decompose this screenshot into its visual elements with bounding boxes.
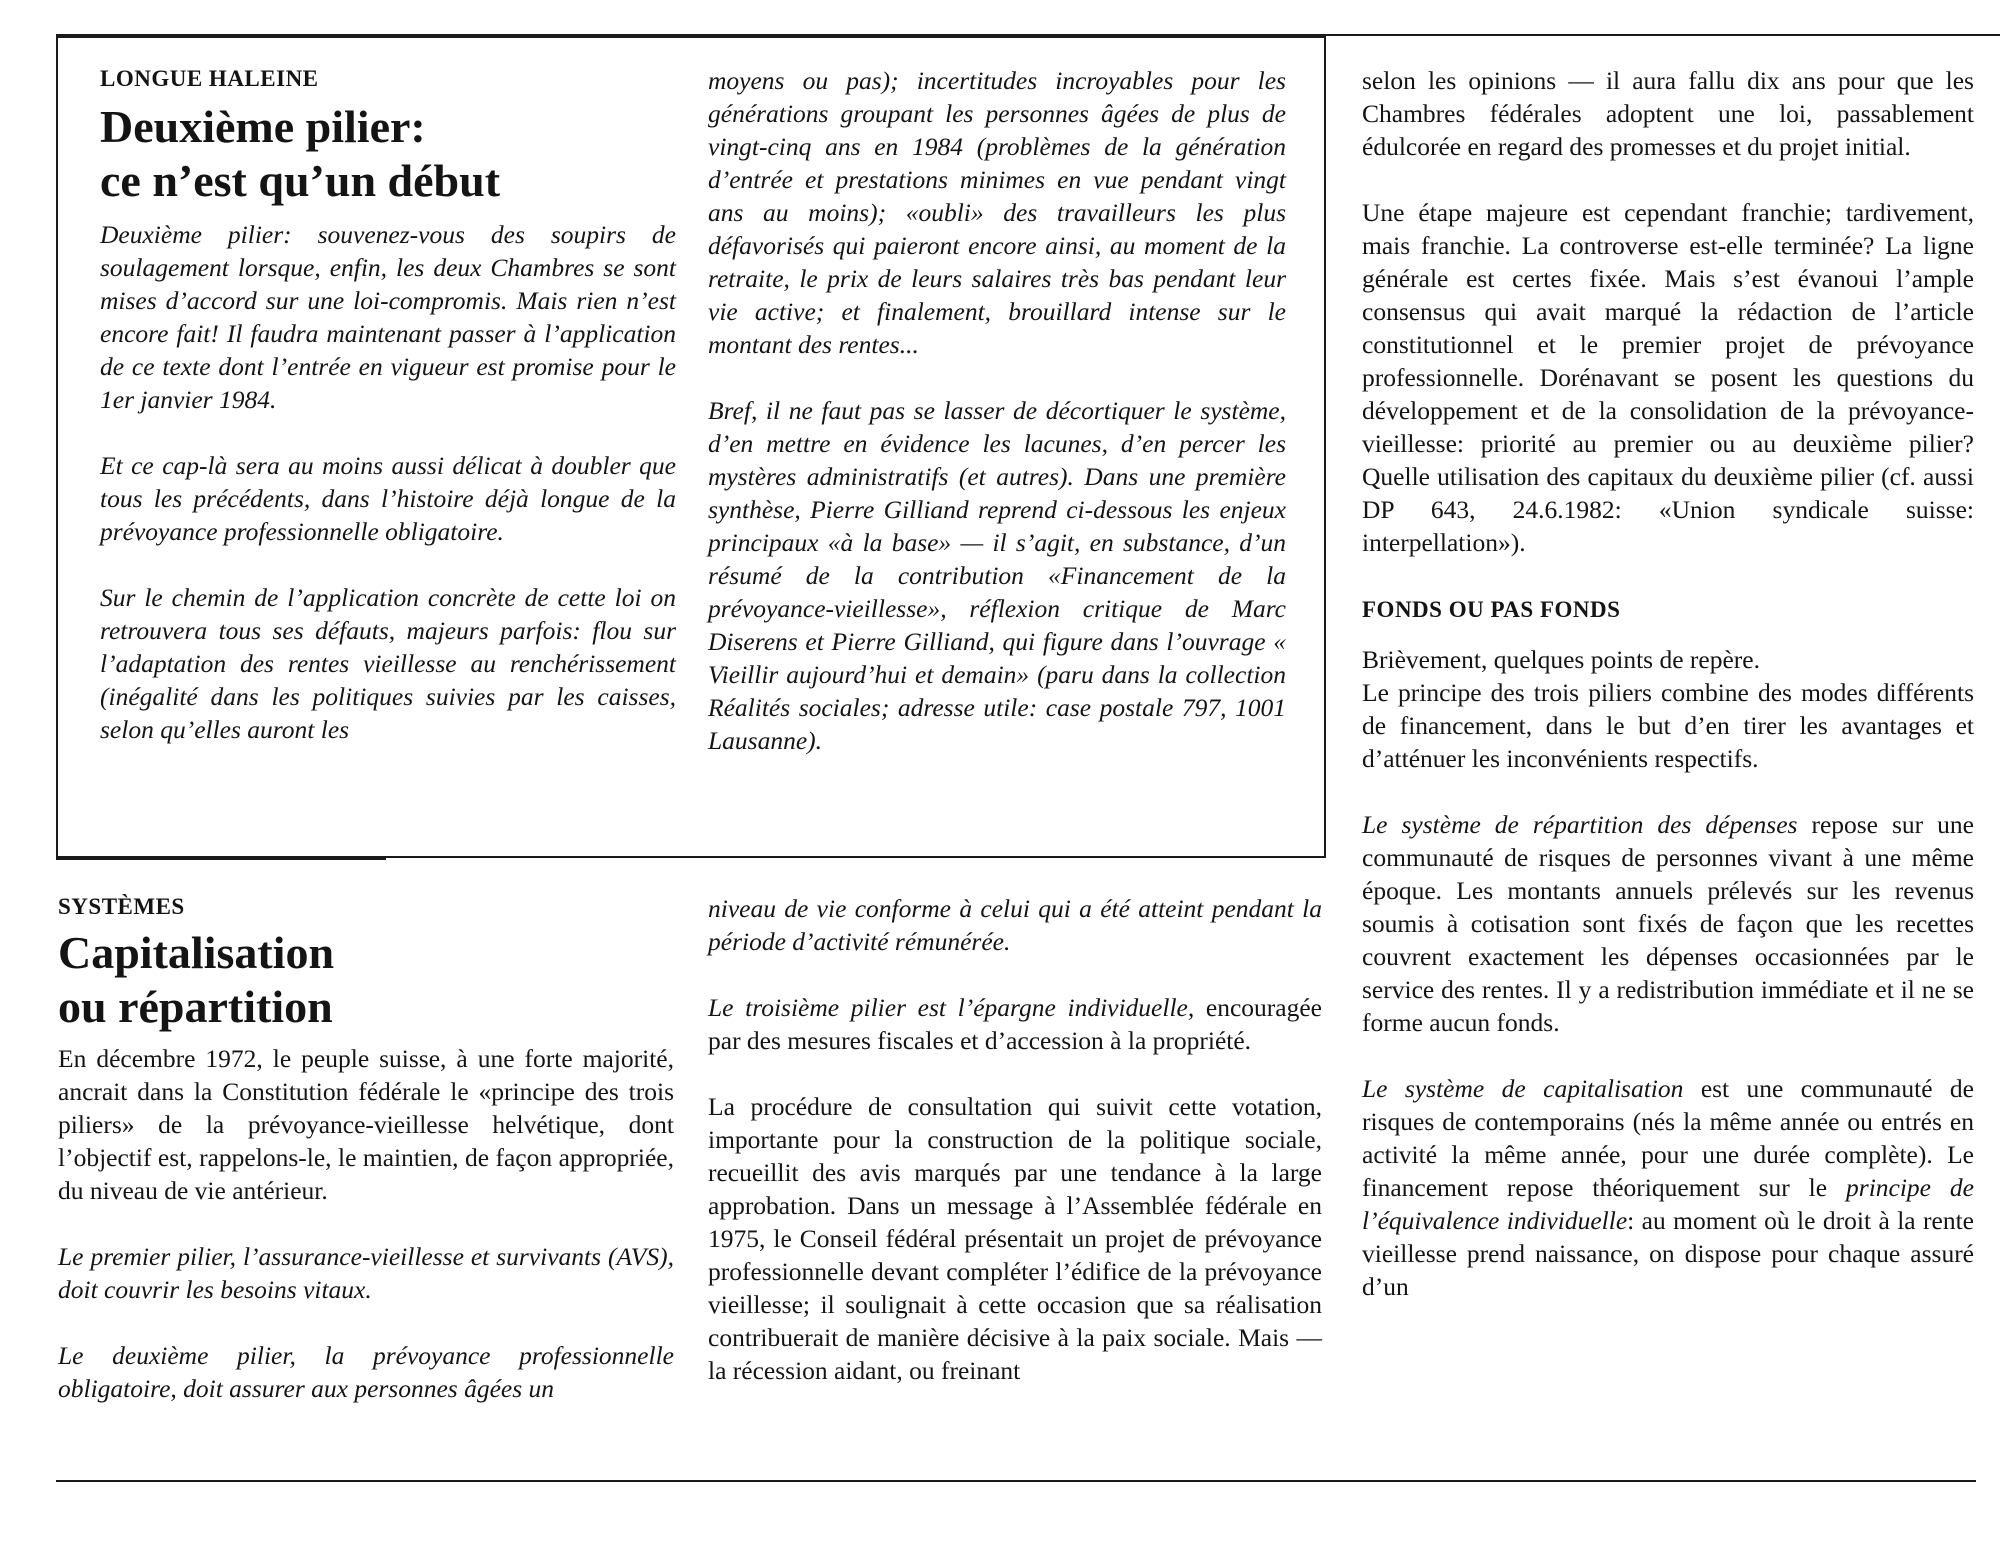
intro-paragraph: Sur le chemin de l’application concrète de cette loi on retrouvera tous ses défauts, majeurs parfois: flou sur l’adaptation des rentes vieillesse au renchérissement (inégalité dans les politiques suivies par les caisses, selon qu’elles auront les xyxy=(100,583,676,744)
intro-column-1 xyxy=(100,64,676,746)
bottom-rule xyxy=(56,1480,1976,1482)
article-paragraph: niveau de vie conforme à celui qui a été atteint pendant la période d’activité rémunérée. xyxy=(708,894,1322,956)
article-title-line2: ou répartition xyxy=(58,981,333,1032)
intro-column-2 xyxy=(708,64,1286,757)
article-paragraph xyxy=(1362,1072,1974,1303)
article-paragraph: selon les opinions — il aura fallu dix ans pour que les Chambres fédérales adoptent une loi, passablement édulcorée en regard des promesses et du projet initial. xyxy=(1362,66,1974,161)
article-paragraph: Le premier pilier, l’assurance-vieillesse et survivants (AVS), doit couvrir les besoins vitaux. xyxy=(58,1242,674,1304)
article-text-span: : au moment où le droit à la rente vieillesse prend naissance, on dispose pour chaque assuré d’un xyxy=(1362,1206,1974,1301)
article-paragraph: En décembre 1972, le peuple suisse, à une forte majorité, ancrait dans la Constitution fédérale le «principe des trois piliers» de la prévoyance-vieillesse helvétique, dont l’objectif est, rappelons-le, le maintien, de façon appropriée, du niveau de vie antérieur. xyxy=(58,1044,674,1205)
article-italic-span: Le système de capitalisation xyxy=(1362,1074,1684,1103)
article-paragraph: Brièvement, quelques points de repère. xyxy=(1362,645,1760,674)
article-paragraph xyxy=(1362,808,1974,1039)
intro-paragraph: Bref, il ne faut pas se lasser de décortiquer le système, d’en mettre en évidence les lacunes, d’en percer les mystères administratifs (et autres). Dans une première synthèse, Pierre Gilliand reprend ci-dessous les enjeux principaux «à la base» — il s’agit, en substance, d’un résumé de la contribution «Financement de la prévoyance-vieillesse», réflexion critique de Marc Diserens et Pierre Gilliand, qui figure dans l’ouvrage « Vieillir aujourd’hui et demain» (paru dans la collection Réalités sociales; adresse utile: case postale 797, 1001 Lausanne). xyxy=(708,396,1286,755)
article-paragraph: Une étape majeure est cependant franchie; tardivement, mais franchie. La controverse est-elle terminée? La ligne générale est certes fixée. Mais s’est évanoui l’ample consensus qui avait marqué la rédaction de l’article constitutionnel et le premier projet de prévoyance professionnelle. Dorénavant se posent les questions du développement et de la consolidation de la prévoyance-vieillesse: priorité au premier ou au deuxième pilier? Quelle utilisation des capitaux du deuxième pilier (cf. aussi DP 643, 24.6.1982: «Union syndicale suisse: interpellation»). xyxy=(1362,198,1974,557)
article-text-span: repose sur une communauté de risques de personnes vivant à une même époque. Les montants annuels prélevés sur les revenus soumis à cotisation sont fixés de façon que les recettes couvrent exactement les dépenses occasionnées par le service des rentes. Il y a redistribution immédiate et il ne se forme aucun fonds. xyxy=(1362,810,1974,1037)
article-italic-span: Le système de répartition des dépenses xyxy=(1362,810,1798,839)
article-paragraph xyxy=(708,991,1322,1057)
article-italic-span: Le troisième pilier est l’épargne individuelle, xyxy=(708,993,1195,1022)
box-under-rule xyxy=(56,858,386,860)
intro-title-line1: Deuxième pilier: xyxy=(100,101,426,152)
article-text-span: encouragée par des mesures fiscales et d’accession à la propriété. xyxy=(708,993,1322,1055)
article-paragraph: Le principe des trois piliers combine des modes différents de financement, dans le but d’en tirer les avantages et d’atténuer les inconvénients respectifs. xyxy=(1362,678,1974,773)
intro-paragraph: moyens ou pas); incertitudes incroyables pour les générations groupant les personnes âgées de plus de vingt-cinq ans en 1984 (problèmes de la génération d’entrée et prestations minimes en vue pendant vingt ans au moins); «oubli» des travailleurs les plus défavorisés qui paieront encore ainsi, au moment de la retraite, le prix de leurs salaires très bas pendant leur vie active; et finalement, brouillard intense sur le montant des rentes... xyxy=(708,66,1286,359)
intro-paragraph: Et ce cap-là sera au moins aussi délicat à doubler que tous les précédents, dans l’histoire déjà longue de la prévoyance professionnelle obligatoire. xyxy=(100,451,676,546)
article-kicker: SYSTÈMES xyxy=(58,894,185,919)
article-title-line1: Capitalisation xyxy=(58,927,335,978)
article-paragraph: Le deuxième pilier, la prévoyance professionnelle obligatoire, doit assurer aux personnes âgées un xyxy=(58,1341,674,1403)
article-italic-span: principe de l’équivalence individuelle xyxy=(1362,1173,1974,1235)
article-text-span: est une communauté de risques de contemporains (nés la même année ou entrés en activité la même année, pour une durée complète). Le financement repose théoriquement sur le xyxy=(1362,1074,1974,1202)
article-column-2 xyxy=(708,892,1322,1387)
intro-paragraph: Deuxième pilier: souvenez-vous des soupirs de soulagement lorsque, enfin, les deux Chambres se sont mises d’accord sur une loi-compromis. Mais rien n’est encore fait! Il faudra maintenant passer à l’application de ce texte dont l’entrée en vigueur est promise pour le 1er janvier 1984. xyxy=(100,220,676,414)
article-column-1 xyxy=(58,892,674,1405)
article-column-3 xyxy=(1362,64,1974,1303)
intro-title-line2: ce n’est qu’un début xyxy=(100,155,501,206)
intro-title xyxy=(100,100,676,208)
intro-kicker: LONGUE HALEINE xyxy=(100,66,319,91)
article-title xyxy=(58,926,674,1034)
article-paragraph: La procédure de consultation qui suivit cette votation, importante pour la construction de la politique sociale, recueillit des avis marqués par une tendance à la large approbation. Dans un message à l’Assemblée fédérale en 1975, le Conseil fédéral présentait un projet de prévoyance professionnelle devant compléter l’édifice de la prévoyance vieillesse; il soulignait à cette occasion que sa réalisation contribuerait de manière décisive à la paix sociale. Mais — la récession aidant, ou freinant xyxy=(708,1092,1322,1385)
article-subhead: FONDS OU PAS FONDS xyxy=(1362,597,1621,622)
